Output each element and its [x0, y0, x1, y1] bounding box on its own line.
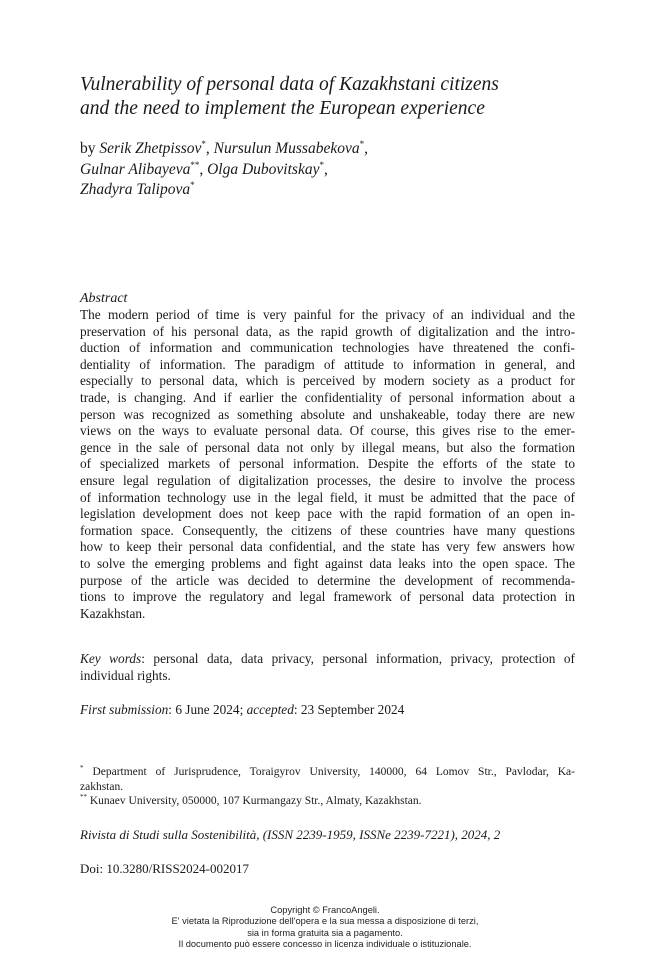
copyright-notice — [0, 905, 650, 950]
abstract-line: trade, is changing. And if earlier the confidentiality of personal information about a — [80, 389, 575, 405]
author-separator: , — [199, 160, 208, 178]
footnote-line — [80, 765, 575, 780]
copyright-line: E' vietata la Riproduzione dell'opera e la sua messa a disposizione di terzi, — [171, 916, 479, 927]
keywords-label: Key words — [80, 651, 142, 666]
journal-citation: Rivista di Studi sulla Sostenibilità, (ISSN 2239-1959, ISSNe 2239-7221), 2024, 2 — [80, 827, 501, 842]
first-submission-label: First submission — [80, 702, 169, 717]
abstract-line: person was recognized as something absolute and unshakeable, today there are new — [80, 406, 575, 422]
title-line: Vulnerability of personal data of Kazakhstani citizens — [80, 74, 499, 95]
abstract-line: The modern period of time is very painful for the privacy of an individual and the — [80, 307, 575, 322]
footnote-text: Department of Jurisprudence, Toraigyrov University, 140000, 64 Lomov Str., Pavlodar, Ka- — [83, 766, 575, 778]
abstract-text — [80, 307, 575, 622]
abstract-line: gence in the sale of personal data not only by illegal means, but also the formation — [80, 439, 575, 455]
abstract-line: formation space. Consequently, the citizens of these countries have many questions — [80, 522, 575, 538]
abstract-line: how to keep their personal data confidential, and the state has very few answers how — [80, 539, 575, 555]
footnote-mark: * — [80, 764, 84, 773]
author-line — [80, 180, 580, 201]
author-line — [80, 139, 580, 160]
footnote-line: zakhstan. — [80, 780, 124, 793]
author-name: Olga Dubovitskay — [207, 160, 320, 178]
author-separator: , — [205, 140, 214, 157]
affiliation-mark: * — [319, 159, 324, 170]
affiliation-mark: * — [359, 138, 365, 149]
author-line — [80, 160, 580, 181]
abstract-line: tions to improve the regulatory and legal framework of personal data protection in — [80, 589, 575, 605]
submission-dates — [80, 702, 404, 719]
author-name: Gulnar Alibayeva — [80, 160, 191, 178]
keywords-line: individual rights. — [80, 667, 171, 683]
footnote-mark: ** — [80, 793, 87, 802]
abstract-heading: Abstract — [80, 291, 128, 306]
copyright-line: Copyright © FrancoAngeli. — [270, 905, 380, 915]
abstract-line: legislation development does not keep pace with the rapid formation of an open in- — [80, 506, 575, 522]
abstract-line: to solve the emerging problems and fight against data leaks into the open space. The — [80, 555, 575, 571]
abstract-line: purpose of the article was decided to determine the development of recommenda- — [80, 572, 575, 588]
accepted-label: accepted — [246, 702, 294, 717]
keywords-text: : personal data, data privacy, personal information, privacy, protection of — [141, 651, 575, 666]
affiliation-footnotes — [80, 765, 575, 809]
accepted-date: : 23 September 2024 — [293, 702, 405, 717]
author-separator: , — [364, 140, 368, 157]
footnote-text: Kunaev University, 050000, 107 Kurmangazy Str., Almaty, Kazakhstan. — [87, 795, 422, 807]
copyright-line: Il documento può essere concesso in licenza individuale o istituzionale. — [178, 938, 472, 949]
author-separator: , — [323, 160, 328, 178]
affiliation-mark: ** — [190, 159, 200, 170]
abstract-line: ensure legal regulation of digitalization processes, the desire to involve the process — [80, 472, 575, 488]
author-name: Zhadyra Talipova — [80, 181, 191, 198]
affiliation-mark: * — [190, 179, 195, 190]
abstract-line: dentiality of information. The paradigm of attitude to information in general, and — [80, 356, 575, 372]
abstract-line: especially to personal data, which is perceived by modern society as a product for — [80, 373, 575, 389]
keywords — [80, 651, 575, 684]
abstract-line: preservation of his personal data, as the rapid growth of digitalization and the intro- — [80, 323, 575, 339]
title-line: and the need to implement the European experience — [80, 98, 485, 119]
author-list — [80, 139, 580, 201]
by-label: by — [80, 140, 100, 157]
first-submission-date: : 6 June 2024; — [168, 702, 247, 717]
paper-title — [80, 73, 580, 121]
keywords-line — [80, 651, 575, 668]
abstract-line: Kazakhstan. — [80, 605, 146, 621]
author-name: Serik Zhetpissov — [99, 140, 202, 157]
abstract-line: of specialized markets of personal information. Despite the efforts of the state to — [80, 456, 575, 472]
doi: Doi: 10.3280/RISS2024-002017 — [80, 861, 250, 876]
affiliation-mark: * — [201, 138, 206, 149]
abstract-line: views on the ways to evaluate personal data. Of course, this gives rise to the emer- — [80, 423, 575, 439]
abstract-line: duction of information and communication technologies have threatened the confi- — [80, 340, 575, 356]
copyright-line: sia in forma gratuita sia a pagamento. — [247, 927, 403, 938]
author-name: Nursulun Mussabekova — [213, 140, 360, 157]
abstract-line: of information technology use in the legal field, it must be admitted that the pace of — [80, 489, 575, 505]
footnote-line — [80, 794, 575, 809]
